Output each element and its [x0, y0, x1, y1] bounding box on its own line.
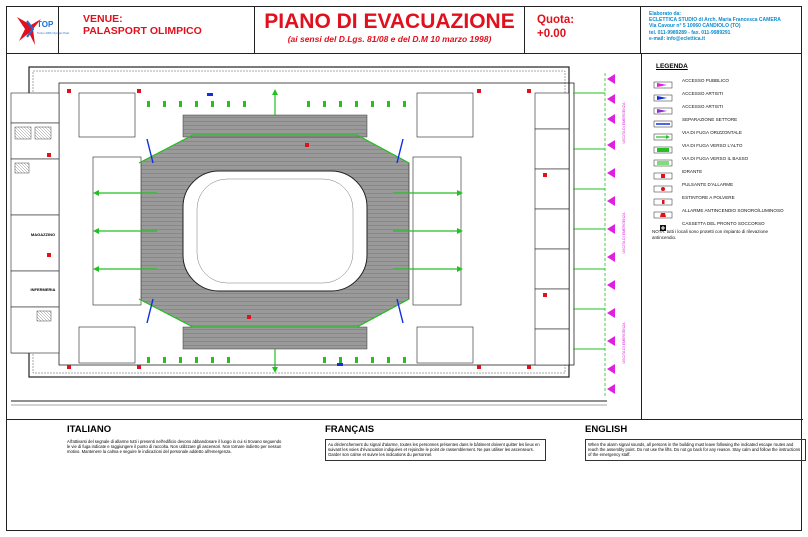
exit-label: USCITA DI EMERGENZA — [622, 322, 626, 364]
exit-label: USCITA DI EMERGENZA — [622, 212, 626, 254]
legend-label: VIA DI FUGA VERSO IL BASSO — [682, 155, 749, 161]
legend-label: ACCESSO ARTISTI — [682, 103, 724, 109]
english-column — [585, 420, 801, 533]
quota-block — [525, 7, 641, 53]
legend-label: ALLARME ANTINCENDIO SONORO/LUMINOSO — [682, 207, 784, 213]
room-label-magazzino: MAGAZZINO — [30, 232, 56, 237]
french-text: Au déclenchement du signal d'alarme, toutes les personnes présentes dans le bâtiment doivent quitter les lieux en suivant les voies d'évacuation indiquées et rejoindre le point de rassemblement. Ne pas utiliser les ascenseurs. Garder son calme et suivre les indications du personnel. — [325, 439, 546, 461]
legend-item — [652, 192, 735, 202]
floor-plan — [7, 53, 641, 419]
italian-column — [67, 420, 312, 533]
legend-item — [652, 114, 737, 124]
french-column — [325, 420, 575, 533]
english-text: When the alarm signal sounds, all persons in the building must leave following the indicated escape routes and reach the assembly point. Do not use the lifts. Do not go back for any reason. Stay calm and follow the instructions of the emergency staff. — [585, 439, 806, 461]
page-title: PIANO DI EVACUAZIONE — [264, 10, 515, 33]
exit-label: USCITA DI EMERGENZA — [622, 102, 626, 144]
legend-label: VIA DI FUGA ORIZZONTALE — [682, 129, 742, 135]
author-block — [641, 7, 803, 53]
author-line: Via Cavour n° 5 10060 CANDIOLO (TO) — [649, 23, 741, 30]
legend-label: ACCESSO ARTISTI — [682, 90, 724, 96]
legend-item — [652, 127, 742, 137]
legend-item — [652, 140, 742, 150]
author-line: tel. 011-9989289 - fax. 011-9989291 — [649, 29, 731, 36]
legend-label: CASSETTA DEL PRONTO SOCCORSO — [682, 220, 765, 226]
venue-block — [59, 7, 255, 53]
quota-label: Quota: — [537, 14, 575, 26]
instructions-section — [7, 419, 803, 533]
right-escape-routes — [573, 93, 605, 349]
legend-item — [652, 218, 765, 228]
author-line: Elaborato da: — [649, 11, 681, 17]
room-label-infermeria: INFERMERIA — [30, 287, 56, 292]
evacuation-plan-sheet — [6, 6, 802, 531]
legend-item — [652, 101, 723, 111]
legend-panel — [641, 53, 803, 419]
right-rooms — [535, 93, 569, 365]
legend-title: LEGENDA — [656, 63, 688, 70]
logo — [7, 7, 70, 53]
title-cell — [255, 7, 525, 53]
venue-name: PALASPORT OLIMPICO — [83, 25, 202, 37]
legend-item — [652, 179, 733, 189]
author-line: e-mail: info@eclettica.it — [649, 35, 705, 42]
legend-item — [652, 205, 784, 215]
legend-note: NOTA: tutti i locali sono protetti con impianto di rilevazione antincendio. — [652, 229, 768, 240]
page-subtitle: (ai sensi del D.Lgs. 81/08 e del D.M 10 marzo 1998) — [287, 34, 492, 44]
torino-logo-icon — [7, 7, 70, 53]
legend-label: ESTINTORE A POLVERE — [682, 194, 735, 200]
legend-item — [652, 75, 729, 85]
quota-value: +0.00 — [537, 28, 567, 40]
italian-text: All'attivarsi del segnale di allarme tutti i presenti nell'edificio devono abbandonare il luogo in cui si trovano seguendo le vie di fuga indicate e raggiungere il punto di raccolta. Non utilizzare gli ascensori. Non tornare indietro per nessun motivo. Mantenere la calma e seguire le indicazioni del personale addetto all'emergenza. — [67, 439, 282, 455]
legend-label: PULSANTE D'ALLARME — [682, 181, 734, 187]
legend-label: VIA DI FUGA VERSO L'ALTO — [682, 142, 743, 148]
logo-subtext: Torino 2006 Olympic Park — [37, 31, 70, 35]
venue-label: VENUE: — [83, 13, 123, 25]
legend-label: IDRANTE — [682, 168, 703, 174]
english-heading: ENGLISH — [585, 424, 628, 435]
french-heading: FRANÇAIS — [325, 424, 375, 435]
legend-item — [652, 88, 723, 98]
public-access-arrows — [607, 74, 615, 394]
arena-floor — [183, 171, 367, 291]
legend-label: ACCESSO PUBBLICO — [682, 77, 729, 83]
author-line: ECLETTICA STUDIO di Arch. Maria Francesca CAMERA — [649, 17, 781, 24]
title-block — [7, 7, 801, 54]
logo-text: TOP — [37, 20, 54, 29]
italian-heading: ITALIANO — [67, 424, 112, 435]
legend-item — [652, 153, 748, 163]
floor-plan-drawing — [7, 53, 641, 419]
legend-item — [652, 166, 702, 176]
legend-label: SEPARAZIONE SETTORE — [682, 116, 738, 122]
